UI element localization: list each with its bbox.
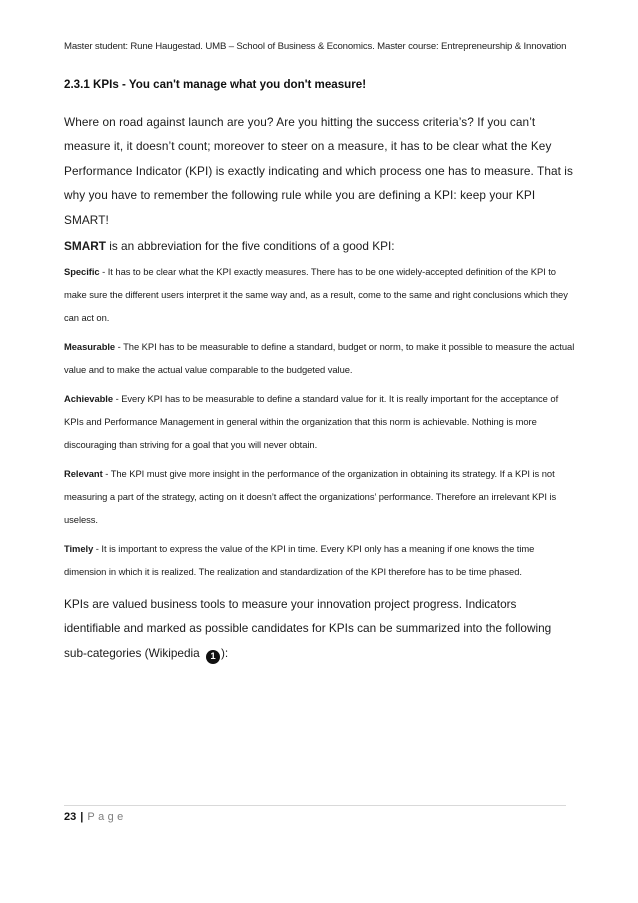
criterion-text: - It is important to express the value of the KPI in time. Every KPI only has a meaning if one knows the time dimension in which it is realized. The realization and standardization of the KPI therefore has to be time phased. xyxy=(64,543,535,578)
closing-end: ): xyxy=(221,645,229,660)
criterion-text: - The KPI has to be measurable to define a standard, budget or norm, to make it possible to measure the actual value and to make the actual value comparable to the budgeted value. xyxy=(64,341,575,376)
page-footer xyxy=(64,811,127,823)
criterion-measurable xyxy=(64,335,576,381)
footer-separator: | xyxy=(80,811,84,823)
page-label: Page xyxy=(87,811,127,823)
criterion-relevant xyxy=(64,462,576,531)
criterion-term: Measurable xyxy=(64,341,116,353)
closing-text: KPIs are valued business tools to measure your innovation project progress. Indicators identifiable and marked as possible candidates for KPIs can be summarized into the following sub-categories (Wikipedia xyxy=(64,597,552,660)
criterion-specific xyxy=(64,260,576,329)
criterion-term: Timely xyxy=(64,543,94,555)
criterion-text: - It has to be clear what the KPI exactly measures. There has to be one widely-accepted definition of the KPI to make sure the different users interpret it the same way and, as a result, come to the same and right conclusions which they can act on. xyxy=(64,266,568,324)
criterion-term: Relevant xyxy=(64,468,103,480)
reference-marker-icon[interactable]: 1 xyxy=(206,650,220,664)
closing-paragraph xyxy=(64,592,576,665)
smart-intro-text: is an abbreviation for the five conditions of a good KPI: xyxy=(105,239,395,254)
criterion-term: Specific xyxy=(64,266,100,278)
smart-intro-paragraph xyxy=(64,234,576,258)
smart-term: SMART xyxy=(64,239,106,254)
page-header: Master student: Rune Haugestad. UMB – School of Business & Economics. Master course: Entrepreneurship & Innovation xyxy=(64,41,567,52)
page-number: 23 xyxy=(64,811,77,823)
criterion-text: - The KPI must give more insight in the performance of the organization in obtaining its strategy. If a KPI is not measuring a part of the strategy, acting on it doesn’t affect the organizations’ performance. Therefore an irrelevant KPI is useless. xyxy=(64,468,557,526)
intro-paragraph: Where on road against launch are you? Are you hitting the success criteria’s? If you can’t measure it, it doesn’t count; moreover to steer on a measure, it has to be clear what the Key Performance Indicator (KPI) is exactly indicating and which process one has to measure. That is why you have to remember the following rule while you are defining a KPI: keep your KPI SMART! xyxy=(64,115,573,227)
criterion-achievable xyxy=(64,387,576,456)
footer-divider xyxy=(64,805,566,806)
criterion-text: - Every KPI has to be measurable to define a standard value for it. It is really important for the acceptance of KPIs and Performance Management in general within the organization that this norm is achievable. Nothing is more discouraging than striving for a goal that you will never obtain. xyxy=(64,393,559,451)
page-content xyxy=(64,70,576,677)
section-heading: 2.3.1 KPIs - You can't manage what you don't measure! xyxy=(64,78,367,91)
criterion-term: Achievable xyxy=(64,393,114,405)
criterion-timely xyxy=(64,537,576,583)
